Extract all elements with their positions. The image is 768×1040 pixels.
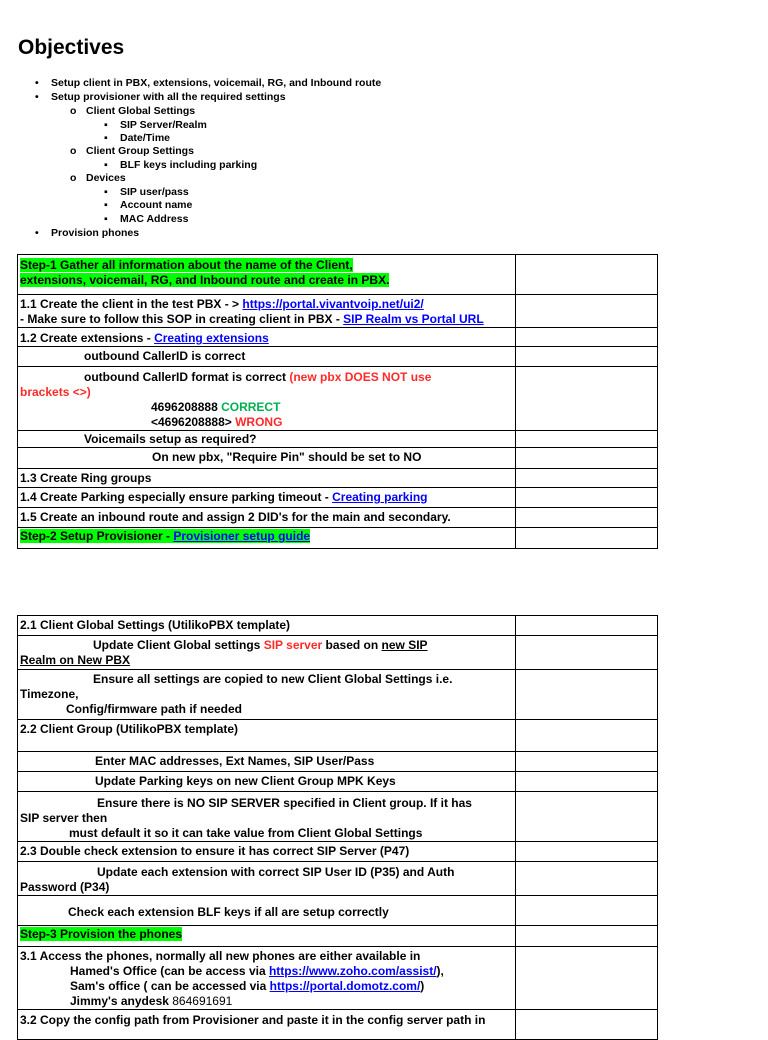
vivantvoip-portal-link[interactable]: https://portal.vivantvoip.net/ui2/ (242, 297, 424, 311)
step-2-1-cell: 2.1 Client Global Settings (UtilikoPBX template) (18, 616, 516, 636)
status-cell (516, 616, 658, 636)
table-row (18, 528, 658, 549)
table-row (18, 772, 658, 792)
square-bullet-icon: ▪ (104, 186, 108, 198)
step-1-1-cell: 1.1 Create the client in the test PBX - > https://portal.vivantvoip.net/ui2/ - Make sure to follow this SOP in creating client in PBX - SIP Realm vs Portal URL (18, 295, 516, 328)
status-cell (516, 448, 658, 469)
status-cell (516, 862, 658, 896)
status-cell (516, 947, 658, 1010)
voicemails-cell: Voicemails setup as required? (18, 431, 516, 448)
table-row (18, 508, 658, 528)
step-1-5-cell: 1.5 Create an inbound route and assign 2 DID's for the main and secondary. (18, 508, 516, 528)
step-1-2-cell: 1.2 Create extensions - Creating extensions (18, 328, 516, 347)
table-row (18, 255, 658, 295)
require-pin-cell: On new pbx, "Require Pin" should be set to NO (18, 448, 516, 469)
status-cell (516, 752, 658, 772)
square-bullet-icon: ▪ (104, 132, 108, 144)
table-row (18, 720, 658, 752)
step1-table (17, 254, 658, 549)
table-row (18, 792, 658, 842)
status-cell (516, 255, 658, 295)
ensure-settings-cell: Ensure all settings are copied to new Client Global Settings i.e. Timezone, Config/firmware path if needed (18, 670, 516, 720)
domotz-portal-link[interactable]: https://portal.domotz.com/ (269, 979, 421, 993)
status-cell (516, 792, 658, 842)
status-cell (516, 926, 658, 947)
status-cell (516, 367, 658, 431)
table-row (18, 1010, 658, 1040)
step-3-2-cell: 3.2 Copy the config path from Provisioner and paste it in the config server path in (18, 1010, 516, 1040)
list-item: ▪ MAC Address (104, 213, 189, 225)
step-2-2-cell: 2.2 Client Group (UtilikoPBX template) (18, 720, 516, 752)
no-sip-server-cell: Ensure there is NO SIP SERVER specified in Client group. If it has SIP server then must default it so it can take value from Client Global Settings (18, 792, 516, 842)
wrong-label: WRONG (235, 415, 283, 429)
status-cell (516, 772, 658, 792)
status-cell (516, 896, 658, 926)
creating-parking-link[interactable]: Creating parking (332, 490, 428, 504)
list-item: • Setup provisioner with all the required settings (35, 91, 286, 103)
correct-label: CORRECT (221, 400, 281, 414)
list-item: ▪ SIP user/pass (104, 186, 189, 198)
list-item: ▪ Account name (104, 199, 193, 211)
list-item: o Client Global Settings (70, 105, 196, 117)
square-bullet-icon: ▪ (104, 119, 108, 131)
table-row (18, 752, 658, 772)
square-bullet-icon: ▪ (104, 213, 108, 225)
table-row (18, 295, 658, 328)
circle-bullet-icon: o (70, 145, 77, 157)
bullet-icon: • (35, 77, 39, 89)
bullet-icon: • (35, 91, 39, 103)
step1-heading: Step-1 Gather all information about the name of the Client, extensions, voicemail, RG, and Inbound route and create in PBX. (18, 255, 516, 295)
creating-extensions-link[interactable]: Creating extensions (154, 331, 269, 345)
mac-cell: Enter MAC addresses, Ext Names, SIP User/Pass (18, 752, 516, 772)
circle-bullet-icon: o (70, 172, 77, 184)
step-2-3-cell: 2.3 Double check extension to ensure it has correct SIP Server (P47) (18, 842, 516, 862)
list-item: ▪ SIP Server/Realm (104, 119, 207, 131)
list-item: o Client Group Settings (70, 145, 194, 157)
page-title: Objectives (18, 36, 125, 59)
status-cell (516, 508, 658, 528)
parking-keys-cell: Update Parking keys on new Client Group MPK Keys (18, 772, 516, 792)
table-row (18, 947, 658, 1010)
table-row (18, 616, 658, 636)
bullet-icon: • (35, 227, 39, 239)
status-cell (516, 469, 658, 488)
table-row (18, 636, 658, 670)
status-cell (516, 347, 658, 367)
provisioner-guide-link[interactable]: Provisioner setup guide (173, 529, 311, 543)
status-cell (516, 431, 658, 448)
status-cell (516, 670, 658, 720)
table-row (18, 670, 658, 720)
update-extension-cell: Update each extension with correct SIP User ID (P35) and Auth Password (P34) (18, 862, 516, 896)
update-global-cell: Update Client Global settings SIP server based on new SIP Realm on New PBX (18, 636, 516, 670)
table-row (18, 488, 658, 508)
sip-realm-sop-link[interactable]: SIP Realm vs Portal URL (343, 312, 484, 326)
step3-heading: Step-3 Provision the phones (18, 926, 516, 947)
list-item: ▪ Date/Time (104, 132, 170, 144)
step-1-3-cell: 1.3 Create Ring groups (18, 469, 516, 488)
circle-bullet-icon: o (70, 105, 77, 117)
blf-keys-cell: Check each extension BLF keys if all are setup correctly (18, 896, 516, 926)
step-1-4-cell: 1.4 Create Parking especially ensure parking timeout - Creating parking (18, 488, 516, 508)
table-row (18, 367, 658, 431)
list-item: o Devices (70, 172, 126, 184)
status-cell (516, 528, 658, 549)
status-cell (516, 636, 658, 670)
table-row (18, 926, 658, 947)
status-cell (516, 295, 658, 328)
list-item: ▪ BLF keys including parking (104, 159, 258, 171)
status-cell (516, 842, 658, 862)
zoho-assist-link[interactable]: https://www.zoho.com/assist/ (268, 964, 437, 978)
table-row (18, 431, 658, 448)
step2-table (17, 615, 658, 1040)
table-row (18, 328, 658, 347)
step-3-1-cell: 3.1 Access the phones, normally all new phones are either available in Hamed's Office (can be access via https://www.zoho.com/assist/), Sam's office ( can be accessed via https://portal.domotz.com/) Jimmy's anydesk 864691691 (18, 947, 516, 1010)
table-row (18, 347, 658, 367)
table-row (18, 469, 658, 488)
step2-heading: Step-2 Setup Provisioner - Provisioner setup guide (18, 528, 516, 549)
table-row (18, 842, 658, 862)
table-row (18, 862, 658, 896)
status-cell (516, 720, 658, 752)
list-item: • Provision phones (35, 227, 140, 239)
status-cell (516, 488, 658, 508)
list-item: • Setup client in PBX, extensions, voicemail, RG, and Inbound route (35, 77, 382, 89)
status-cell (516, 328, 658, 347)
table-row (18, 448, 658, 469)
callerid-format-cell: outbound CallerID format is correct (new pbx DOES NOT use brackets <>) 4696208888 CORRECT <4696208888> WRONG (18, 367, 516, 431)
status-cell (516, 1010, 658, 1040)
square-bullet-icon: ▪ (104, 159, 108, 171)
square-bullet-icon: ▪ (104, 199, 108, 211)
table-row (18, 896, 658, 926)
callerid-cell: outbound CallerID is correct (18, 347, 516, 367)
